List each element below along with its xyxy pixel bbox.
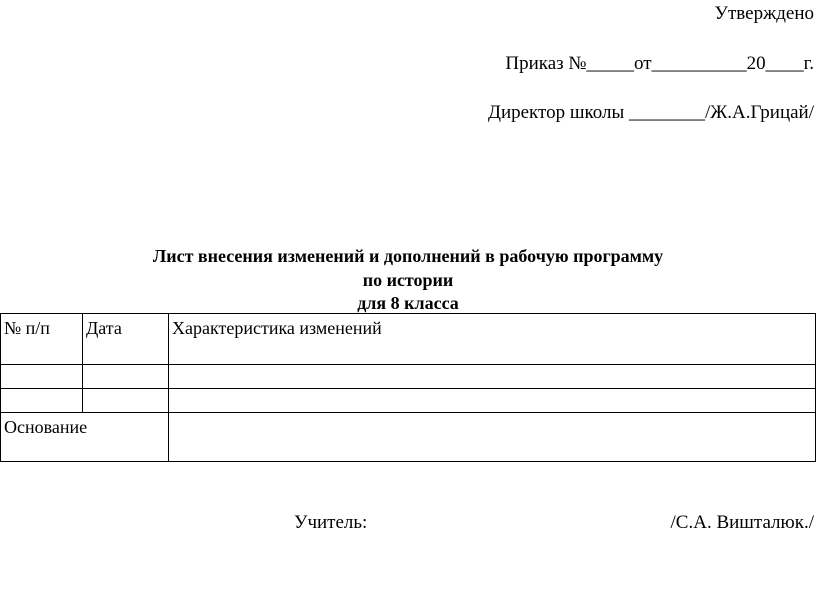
document-subject: по истории bbox=[362, 270, 454, 290]
header-number: № п/п bbox=[1, 314, 83, 365]
table-row bbox=[1, 365, 816, 389]
table-cell bbox=[169, 389, 816, 413]
teacher-label: Учитель: bbox=[294, 512, 368, 533]
table-header-row bbox=[1, 314, 816, 365]
table-cell bbox=[83, 389, 169, 413]
director-line: Директор школы ________/Ж.А.Грицай/ bbox=[487, 102, 814, 123]
table-row bbox=[1, 389, 816, 413]
table-cell bbox=[1, 389, 83, 413]
basis-label: Основание bbox=[1, 413, 169, 462]
order-line: Приказ №_____от__________20____г. bbox=[505, 53, 814, 74]
basis-value bbox=[169, 413, 816, 462]
header-description: Характеристика изменений bbox=[169, 314, 816, 365]
table-cell bbox=[83, 365, 169, 389]
table-cell bbox=[169, 365, 816, 389]
teacher-name: /С.А. Вишталюк./ bbox=[670, 512, 814, 533]
document-grade: для 8 класса bbox=[357, 293, 459, 313]
header-date: Дата bbox=[83, 314, 169, 365]
changes-table bbox=[0, 313, 816, 462]
basis-row bbox=[1, 413, 816, 462]
approved-label: Утверждено bbox=[714, 3, 814, 24]
document-title: Лист внесения изменений и дополнений в рабочую программу bbox=[152, 246, 664, 266]
table-cell bbox=[1, 365, 83, 389]
